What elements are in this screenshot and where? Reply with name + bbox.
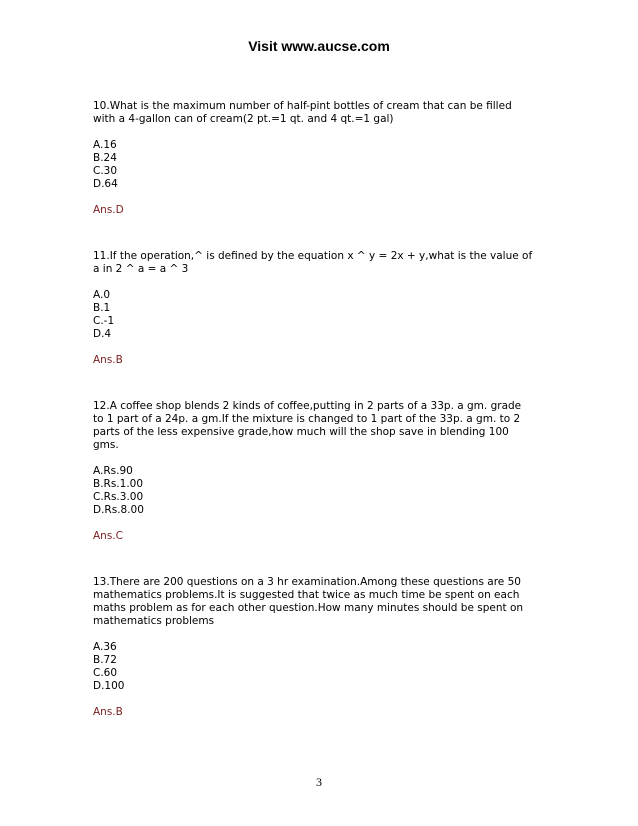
option-b: B.72 (93, 654, 117, 666)
answer-text: Ans.C (93, 530, 123, 542)
option-list (93, 641, 533, 693)
option-d: D.4 (93, 328, 112, 340)
question-text: 13.There are 200 questions on a 3 hr examination.Among these questions are 50 mathematics problems.It is suggested that twice as much time be spent on each maths problem as for each other question.How many minutes should be spent on mathematics problems (93, 576, 524, 627)
option-d: D.Rs.8.00 (93, 504, 144, 516)
option-b: B.24 (93, 152, 117, 164)
answer-text: Ans.B (93, 706, 123, 718)
option-a: A.Rs.90 (93, 465, 133, 477)
question-10 (93, 100, 533, 217)
answer-text: Ans.D (93, 204, 124, 216)
question-text: 10.What is the maximum number of half-pint bottles of cream that can be filled with a 4-gallon can of cream(2 pt.=1 qt. and 4 qt.=1 gal) (93, 100, 512, 125)
option-a: A.16 (93, 139, 117, 151)
option-list (93, 289, 533, 341)
question-12 (93, 400, 533, 543)
option-d: D.100 (93, 680, 125, 692)
option-list (93, 465, 533, 517)
option-a: A.36 (93, 641, 117, 653)
option-b: B.Rs.1.00 (93, 478, 144, 490)
question-list (93, 100, 533, 752)
page-header: Visit www.aucse.com (248, 38, 390, 54)
answer-text: Ans.B (93, 354, 123, 366)
question-text: 12.A coffee shop blends 2 kinds of coffee,putting in 2 parts of a 33p. a gm. grade to 1 part of a 24p. a gm.If the mixture is changed to 1 part of the 33p. a gm. to 2 parts of the less expensive grade,how much will the shop save in blending 100 gms. (93, 400, 522, 451)
option-d: D.64 (93, 178, 118, 190)
option-c: C.Rs.3.00 (93, 491, 144, 503)
question-13 (93, 576, 533, 719)
page-number: 3 (316, 775, 322, 789)
option-b: B.1 (93, 302, 111, 314)
option-list (93, 139, 533, 191)
question-text: 11.If the operation,^ is defined by the equation x ^ y = 2x + y,what is the value of a in 2 ^ a = a ^ 3 (93, 250, 533, 275)
option-c: C.60 (93, 667, 118, 679)
question-11 (93, 250, 533, 367)
option-a: A.0 (93, 289, 111, 301)
option-c: C.30 (93, 165, 118, 177)
option-c: C.-1 (93, 315, 115, 327)
